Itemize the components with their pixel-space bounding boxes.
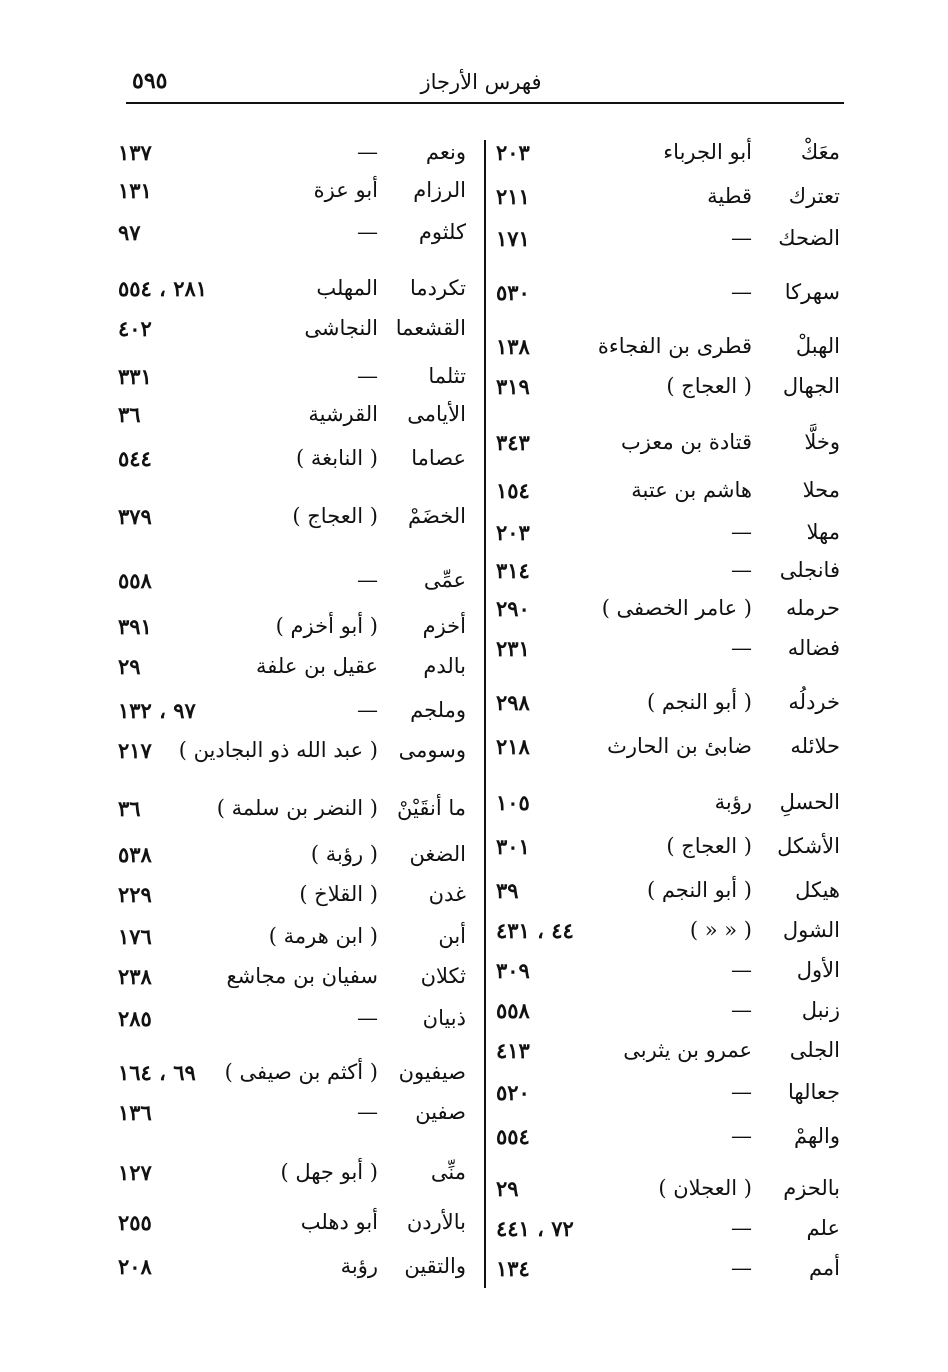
index-entry	[492, 430, 844, 464]
entry-poet: ( القلاخ )	[299, 882, 378, 906]
entry-poet: —	[731, 636, 752, 660]
entry-pages: ٥٣٠	[496, 280, 530, 305]
entry-rhyme-word: سهركا	[784, 280, 840, 304]
index-entry	[492, 184, 844, 218]
entry-rhyme-word: الأشكل	[777, 834, 840, 858]
entry-rhyme-word: حرمله	[785, 596, 840, 620]
entry-poet: —	[731, 558, 752, 582]
index-entry	[492, 734, 844, 768]
index-entry	[492, 1176, 844, 1210]
entry-pages: ٢٢٩	[118, 882, 152, 907]
entry-pages: ١٥٤	[496, 478, 530, 503]
index-entry	[108, 1006, 470, 1040]
index-entry	[492, 1256, 844, 1290]
entry-rhyme-word: الرزام	[413, 178, 466, 202]
entry-pages: ٢٨١ ، ٥٥٤	[118, 276, 208, 301]
index-entry	[108, 504, 470, 538]
index-entry	[108, 178, 470, 212]
index-entry	[108, 1100, 470, 1134]
index-entry	[108, 1160, 470, 1194]
index-entry	[492, 1080, 844, 1114]
index-entry	[108, 1210, 470, 1244]
entry-pages: ٢٣١	[496, 636, 530, 661]
entry-pages: ٥٥٨	[496, 998, 530, 1023]
entry-poet: قتادة بن معزب	[620, 430, 752, 454]
entry-rhyme-word: أمم	[808, 1256, 840, 1280]
index-entry	[108, 924, 470, 958]
entry-rhyme-word: تكردما	[409, 276, 466, 300]
index-entry	[108, 140, 470, 174]
entry-rhyme-word: ونعم	[425, 140, 466, 164]
entry-pages: ٢٩٨	[496, 690, 530, 715]
entry-rhyme-word: الشول	[782, 918, 840, 942]
entry-poet: ( أبو النجم )	[646, 690, 752, 714]
index-entry	[492, 596, 844, 630]
entry-rhyme-word: غدن	[428, 882, 466, 906]
entry-poet: —	[731, 1124, 752, 1148]
entry-rhyme-word: معَكْ	[800, 140, 840, 164]
entry-pages: ٣١٤	[496, 558, 530, 583]
index-entry	[492, 226, 844, 260]
entry-rhyme-word: الأول	[796, 958, 840, 982]
entry-poet: ( عامر الخصفى )	[601, 596, 752, 620]
entry-poet: القرشية	[308, 402, 378, 426]
entry-poet: —	[357, 1006, 378, 1030]
entry-pages: ٤١٣	[496, 1038, 530, 1063]
entry-pages: ٩٧	[118, 220, 141, 245]
entry-pages: ٤٠٢	[118, 316, 152, 341]
index-entry	[492, 520, 844, 554]
entry-pages: ٢٠٣	[496, 520, 530, 545]
entry-poet: ( أبو النجم )	[646, 878, 752, 902]
entry-rhyme-word: بالدم	[423, 654, 466, 678]
entry-pages: ١٢٧	[118, 1160, 152, 1185]
entry-pages: ١٧٦	[118, 924, 152, 949]
entry-pages: ٣٤٣	[496, 430, 530, 455]
entry-rhyme-word: وخلَّا	[804, 430, 840, 454]
entry-rhyme-word: ثكلان	[420, 964, 466, 988]
index-entry	[492, 1124, 844, 1158]
entry-pages: ٢٨٥	[118, 1006, 152, 1031]
entry-poet: النجاشى	[304, 316, 378, 340]
entry-rhyme-word: جعالها	[788, 1080, 840, 1104]
entry-poet: قطية	[707, 184, 752, 208]
entry-pages: ١٠٥	[496, 790, 530, 815]
index-entry	[108, 364, 470, 398]
entry-poet: ( ابن هرمة )	[268, 924, 378, 948]
index-entry	[108, 614, 470, 648]
entry-poet: —	[731, 226, 752, 250]
entry-rhyme-word: حلائله	[790, 734, 840, 758]
index-entry	[108, 842, 470, 876]
index-entry	[108, 796, 470, 830]
index-entry	[108, 1060, 470, 1094]
entry-poet: ( رؤبة )	[310, 842, 378, 866]
index-entry	[492, 558, 844, 592]
entry-rhyme-word: الضغن	[409, 842, 466, 866]
entry-poet: ( أكثم بن صيفى )	[224, 1060, 378, 1084]
entry-pages: ٤٤ ، ٤٣١	[496, 918, 574, 943]
entry-rhyme-word: أبن	[438, 924, 466, 948]
index-entry	[108, 446, 470, 480]
entry-poet: عقيل بن علفة	[256, 654, 378, 678]
index-entry	[108, 1254, 470, 1288]
entry-pages: ٢٩	[118, 654, 141, 679]
entry-rhyme-word: الحسلِ	[779, 790, 840, 814]
entry-poet: —	[731, 1080, 752, 1104]
entry-rhyme-word: الجلى	[789, 1038, 840, 1062]
page-title: فهرس الأرجاز	[420, 70, 542, 94]
index-entry	[108, 568, 470, 602]
entry-pages: ٢٠٨	[118, 1254, 152, 1279]
entry-pages: ٥٤٤	[118, 446, 152, 471]
entry-pages: ٢٩٠	[496, 596, 530, 621]
entry-pages: ٥٢٠	[496, 1080, 530, 1105]
entry-rhyme-word: محلا	[802, 478, 840, 502]
index-entry	[492, 690, 844, 724]
entry-rhyme-word: والتقين	[404, 1254, 466, 1278]
index-entry	[492, 478, 844, 512]
entry-rhyme-word: فانجلى	[779, 558, 840, 582]
index-entry	[108, 964, 470, 998]
entry-pages: ٢٠٣	[496, 140, 530, 165]
entry-pages: ١٧١	[496, 226, 530, 251]
entry-poet: ( أبو جهل )	[280, 1160, 378, 1184]
index-entry	[108, 276, 470, 310]
entry-rhyme-word: ذبيان	[422, 1006, 466, 1030]
entry-rhyme-word: بالأردن	[406, 1210, 466, 1234]
index-entry	[108, 220, 470, 254]
index-entry	[492, 1216, 844, 1250]
entry-pages: ٣٧٩	[118, 504, 152, 529]
index-entry	[108, 654, 470, 688]
entry-poet: —	[731, 280, 752, 304]
entry-pages: ٢١٨	[496, 734, 530, 759]
entry-pages: ٥٥٤	[496, 1124, 530, 1149]
entry-pages: ٣١٩	[496, 374, 530, 399]
entry-pages: ٣٦	[118, 796, 141, 821]
entry-pages: ٢١٧	[118, 738, 152, 763]
entry-rhyme-word: الأيامى	[407, 402, 466, 426]
entry-poet: ( « « )	[689, 918, 752, 942]
entry-rhyme-word: الخضَمْ	[408, 504, 466, 528]
entry-pages: ١٣٤	[496, 1256, 530, 1281]
entry-poet: ( النضر بن سلمة )	[216, 796, 378, 820]
entry-rhyme-word: صيفيون	[398, 1060, 466, 1084]
entry-pages: ١٣٦	[118, 1100, 152, 1125]
entry-poet: ( العجاج )	[666, 834, 752, 858]
entry-rhyme-word: علم	[806, 1216, 840, 1240]
entry-poet: المهلب	[316, 276, 378, 300]
entry-rhyme-word: خردلُه	[788, 690, 840, 714]
entry-pages: ٢٣٨	[118, 964, 152, 989]
index-entry	[492, 1038, 844, 1072]
entry-pages: ١٣١	[118, 178, 152, 203]
entry-poet: سفيان بن مجاشع	[226, 964, 378, 988]
entry-poet: —	[357, 1100, 378, 1124]
entry-poet: رؤبة	[340, 1254, 378, 1278]
entry-rhyme-word: الضحك	[778, 226, 840, 250]
entry-poet: أبو الجرباء	[663, 140, 752, 164]
entry-pages: ٢٥٥	[118, 1210, 152, 1235]
entry-rhyme-word: عمِّى	[423, 568, 466, 592]
entry-pages: ٦٩ ، ١٦٤	[118, 1060, 196, 1085]
entry-poet: —	[357, 698, 378, 722]
entry-poet: رؤبة	[714, 790, 752, 814]
entry-pages: ٣٠٩	[496, 958, 530, 983]
entry-poet: عمرو بن يثربى	[623, 1038, 752, 1062]
index-entry	[492, 374, 844, 408]
entry-poet: أبو دهلب	[300, 1210, 378, 1234]
entry-pages: ٢٩	[496, 1176, 519, 1201]
entry-rhyme-word: صفين	[415, 1100, 466, 1124]
entry-poet: ( العجاج )	[666, 374, 752, 398]
entry-pages: ٥٥٨	[118, 568, 152, 593]
entry-rhyme-word: وسومى	[398, 738, 466, 762]
entry-pages: ٣٠١	[496, 834, 530, 859]
entry-rhyme-word: والهمْ	[793, 1124, 840, 1148]
index-entry	[492, 918, 844, 952]
entry-poet: —	[731, 1216, 752, 1240]
index-entry	[492, 998, 844, 1032]
entry-pages: ٢١١	[496, 184, 530, 209]
entry-poet: ضابئ بن الحارث	[607, 734, 752, 758]
entry-pages: ٣٦	[118, 402, 141, 427]
entry-poet: —	[731, 998, 752, 1022]
entry-rhyme-word: زنبل	[801, 998, 840, 1022]
index-entry	[492, 140, 844, 174]
entry-rhyme-word: الهبلْ	[795, 334, 840, 358]
entry-rhyme-word: وملجم	[410, 698, 466, 722]
index-entry	[108, 402, 470, 436]
entry-poet: —	[357, 140, 378, 164]
entry-rhyme-word: منِّى	[430, 1160, 466, 1184]
entry-pages: ١٣٨	[496, 334, 530, 359]
entry-rhyme-word: ما أنقَيْنْ	[397, 796, 466, 820]
index-entry	[108, 316, 470, 350]
entry-pages: ٣٩	[496, 878, 519, 903]
entry-pages: ١٣٧	[118, 140, 152, 165]
entry-poet: هاشم بن عتبة	[631, 478, 752, 502]
entry-poet: —	[731, 1256, 752, 1280]
index-entry	[492, 790, 844, 824]
entry-rhyme-word: مهلا	[806, 520, 840, 544]
column-divider	[484, 140, 486, 1288]
entry-rhyme-word: أخزم	[422, 614, 466, 638]
entry-poet: ( النابغة )	[296, 446, 378, 470]
entry-rhyme-word: بالحزم	[783, 1176, 840, 1200]
entry-poet: —	[731, 958, 752, 982]
index-entry	[492, 958, 844, 992]
entry-poet: —	[357, 220, 378, 244]
entry-poet: —	[357, 364, 378, 388]
entry-rhyme-word: تعترك	[788, 184, 840, 208]
entry-pages: ٩٧ ، ١٣٢	[118, 698, 196, 723]
entry-rhyme-word: الجهال	[782, 374, 840, 398]
entry-rhyme-word: كلثوم	[418, 220, 466, 244]
entry-poet: ( عبد الله ذو البجادين )	[178, 738, 378, 762]
entry-poet: ( العجلان )	[658, 1176, 752, 1200]
entry-rhyme-word: القشعما	[395, 316, 466, 340]
entry-pages: ٧٢ ، ٤٤١	[496, 1216, 574, 1241]
entry-poet: أبو عزة	[313, 178, 378, 202]
entry-poet: —	[731, 520, 752, 544]
page-header	[120, 60, 842, 102]
index-entry	[492, 878, 844, 912]
index-entry	[492, 636, 844, 670]
entry-poet: —	[357, 568, 378, 592]
page-number: ٥٩٥	[132, 68, 168, 94]
entry-poet: قطرى بن الفجاءة	[597, 334, 752, 358]
index-entry	[492, 334, 844, 368]
entry-rhyme-word: عصاما	[411, 446, 466, 470]
header-rule	[126, 102, 844, 104]
entry-pages: ٣٣١	[118, 364, 152, 389]
index-entry	[108, 738, 470, 772]
index-entry	[492, 280, 844, 314]
entry-rhyme-word: فضاله	[787, 636, 840, 660]
index-entry	[108, 882, 470, 916]
entry-pages: ٣٩١	[118, 614, 152, 639]
index-entry	[108, 698, 470, 732]
entry-pages: ٥٣٨	[118, 842, 152, 867]
entry-poet: ( العجاج )	[292, 504, 378, 528]
index-entry	[492, 834, 844, 868]
entry-rhyme-word: تثلما	[428, 364, 466, 388]
entry-poet: ( أبو أخزم )	[275, 614, 378, 638]
entry-rhyme-word: هيكل	[795, 878, 840, 902]
